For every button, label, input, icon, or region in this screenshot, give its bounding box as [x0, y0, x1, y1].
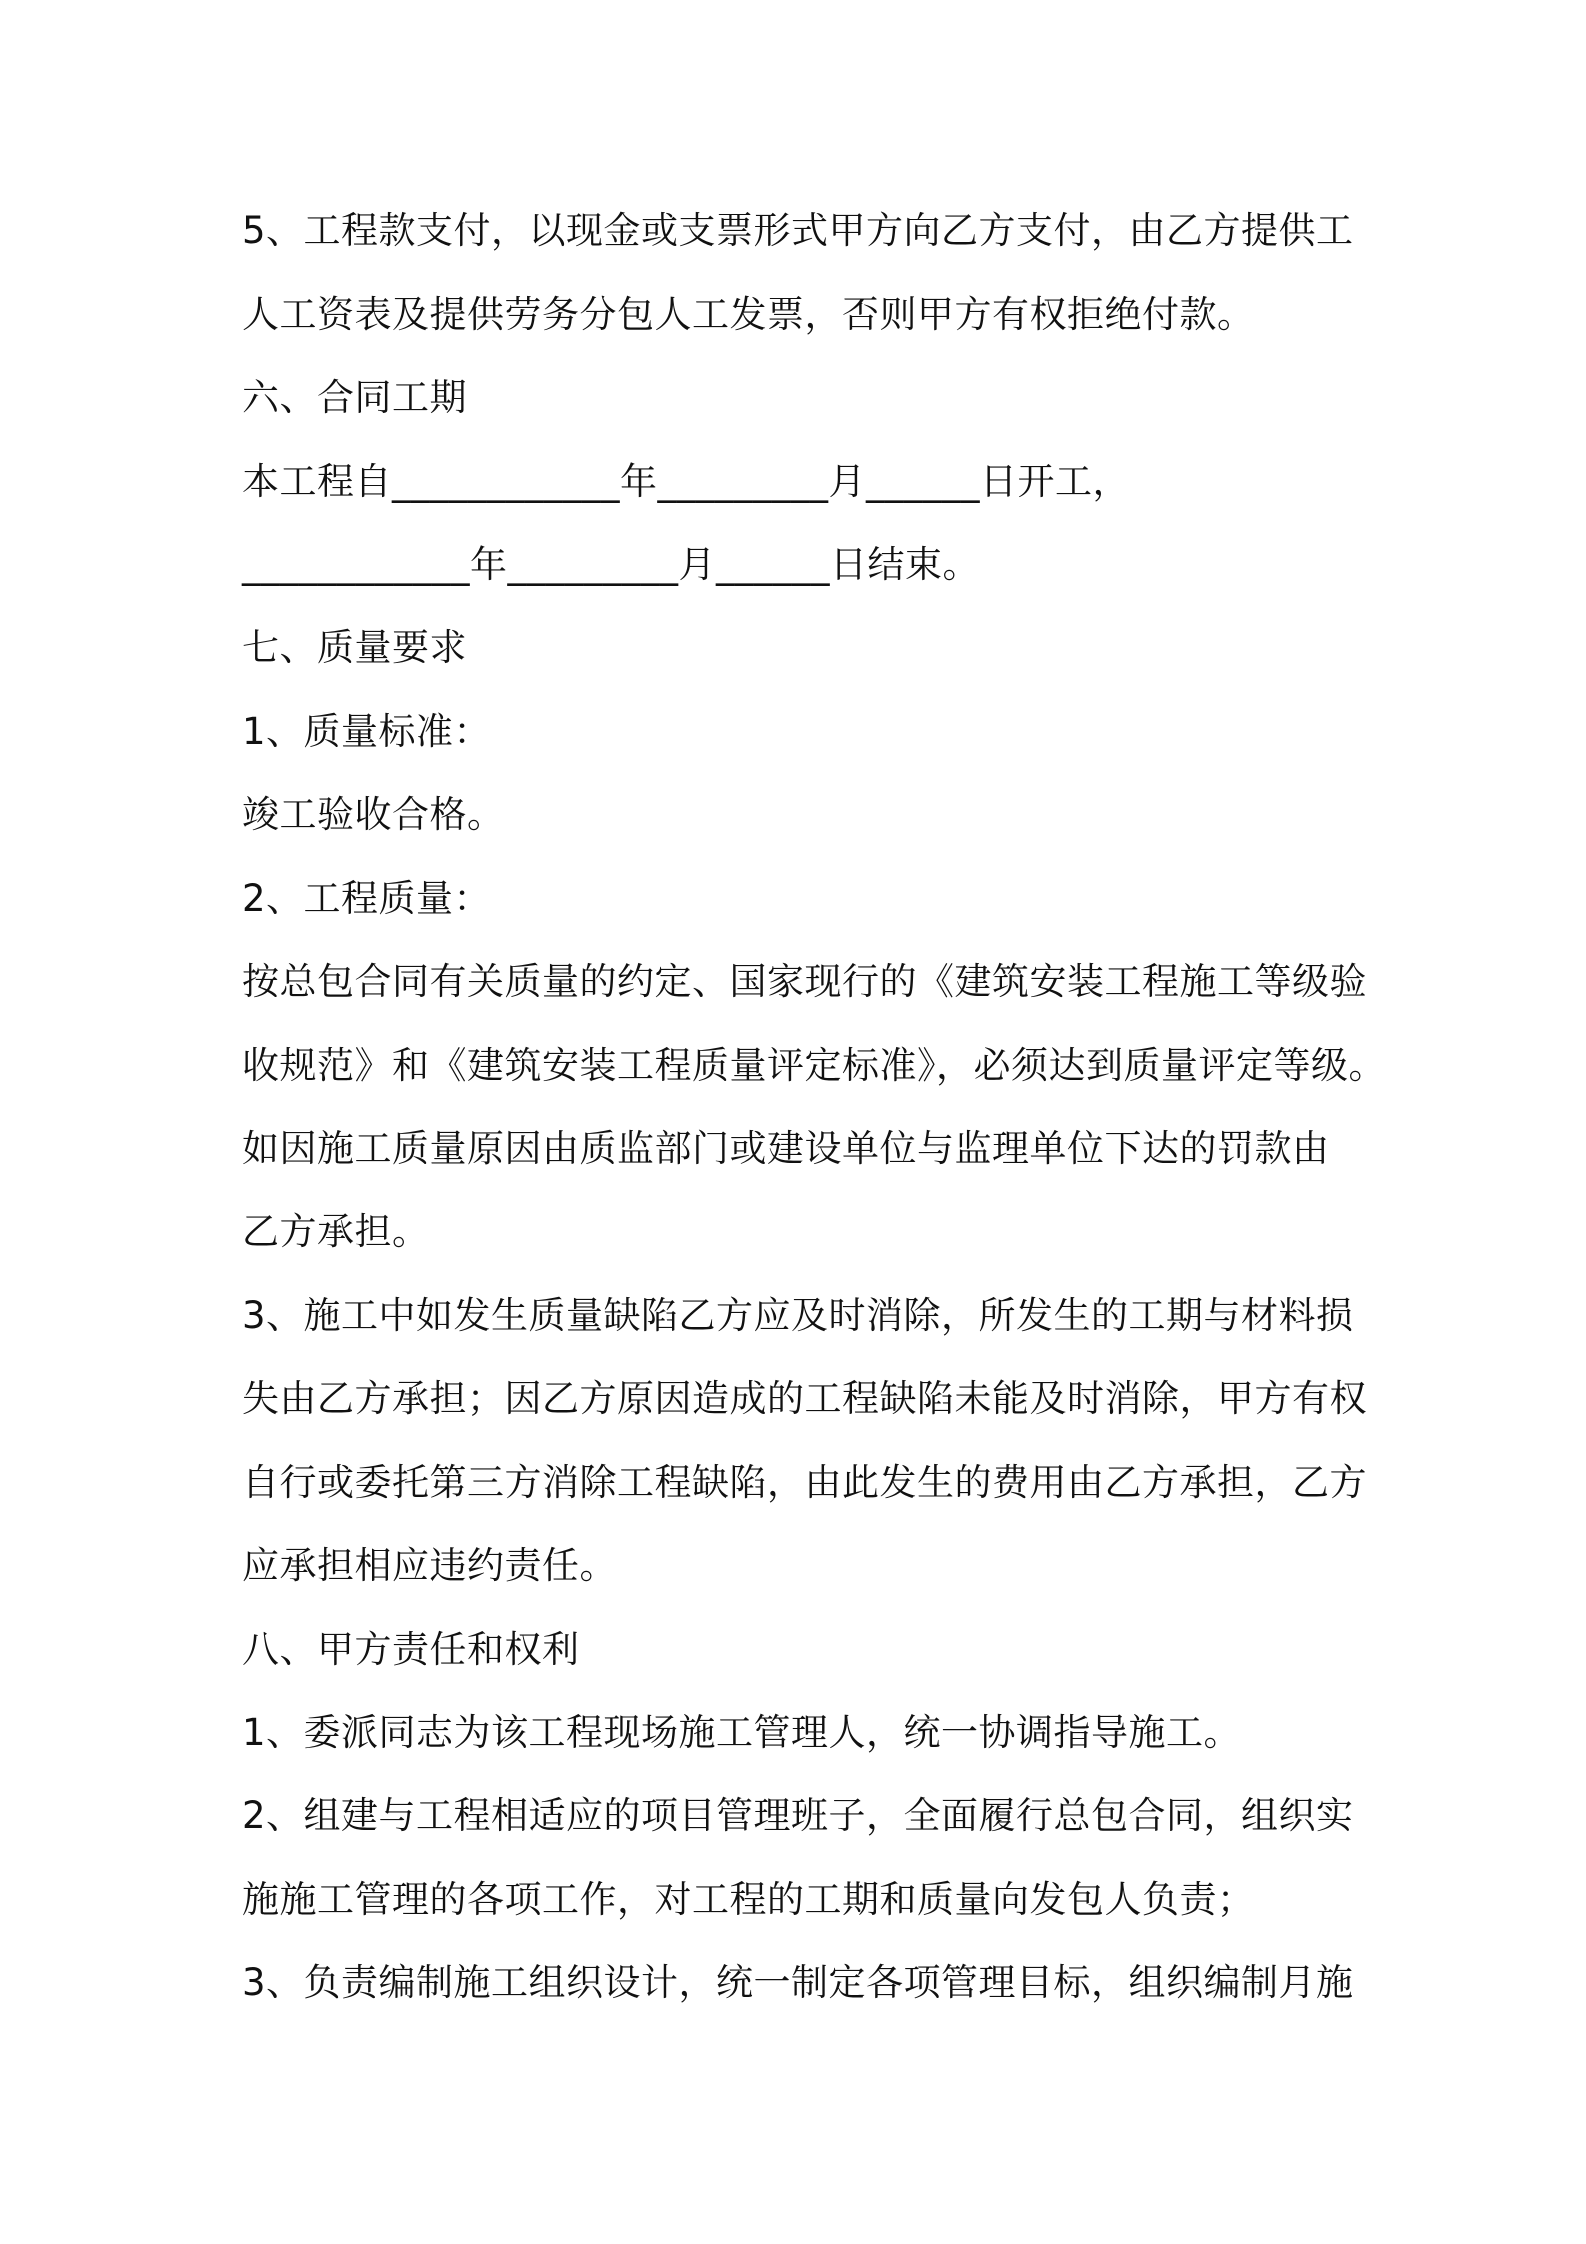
text-line: 1、质量标准： [242, 710, 492, 753]
text-line: 2、工程质量： [242, 877, 492, 920]
text-line: 本工程自____________年_________月______日开工， [242, 460, 1130, 503]
text-line: ____________年_________月______日结束。 [242, 543, 980, 586]
text-line: 失由乙方承担；因乙方原因造成的工程缺陷未能及时消除，甲方有权 [242, 1377, 1367, 1420]
text-line: 2、组建与工程相适应的项目管理班子，全面履行总包合同，组织实 [242, 1794, 1354, 1837]
text-line: 按总包合同有关质量的约定、国家现行的《建筑安装工程施工等级验 [242, 960, 1367, 1003]
text-line: 收规范》和《建筑安装工程质量评定标准》，必须达到质量评定等级。 [242, 1044, 1386, 1087]
section-heading: 八、甲方责任和权利 [242, 1628, 580, 1671]
text-line: 3、负责编制施工组织设计，统一制定各项管理目标，组织编制月施 [242, 1961, 1354, 2004]
section-heading: 六、合同工期 [242, 376, 467, 419]
text-line: 1、委派同志为该工程现场施工管理人，统一协调指导施工。 [242, 1711, 1242, 1754]
text-line: 自行或委托第三方消除工程缺陷，由此发生的费用由乙方承担，乙方 [242, 1461, 1367, 1504]
section-heading: 七、质量要求 [242, 626, 467, 669]
text-line: 应承担相应违约责任。 [242, 1544, 617, 1587]
text-line: 竣工验收合格。 [242, 793, 505, 836]
text-line: 人工资表及提供劳务分包人工发票，否则甲方有权拒绝付款。 [242, 293, 1255, 336]
text-line: 5、工程款支付，以现金或支票形式甲方向乙方支付，由乙方提供工 [242, 209, 1354, 252]
text-line: 乙方承担。 [242, 1210, 430, 1253]
text-line: 3、施工中如发生质量缺陷乙方应及时消除，所发生的工期与材料损 [242, 1294, 1354, 1337]
text-line: 施施工管理的各项工作，对工程的工期和质量向发包人负责； [242, 1878, 1255, 1921]
text-line: 如因施工质量原因由质监部门或建设单位与监理单位下达的罚款由 [242, 1127, 1330, 1170]
